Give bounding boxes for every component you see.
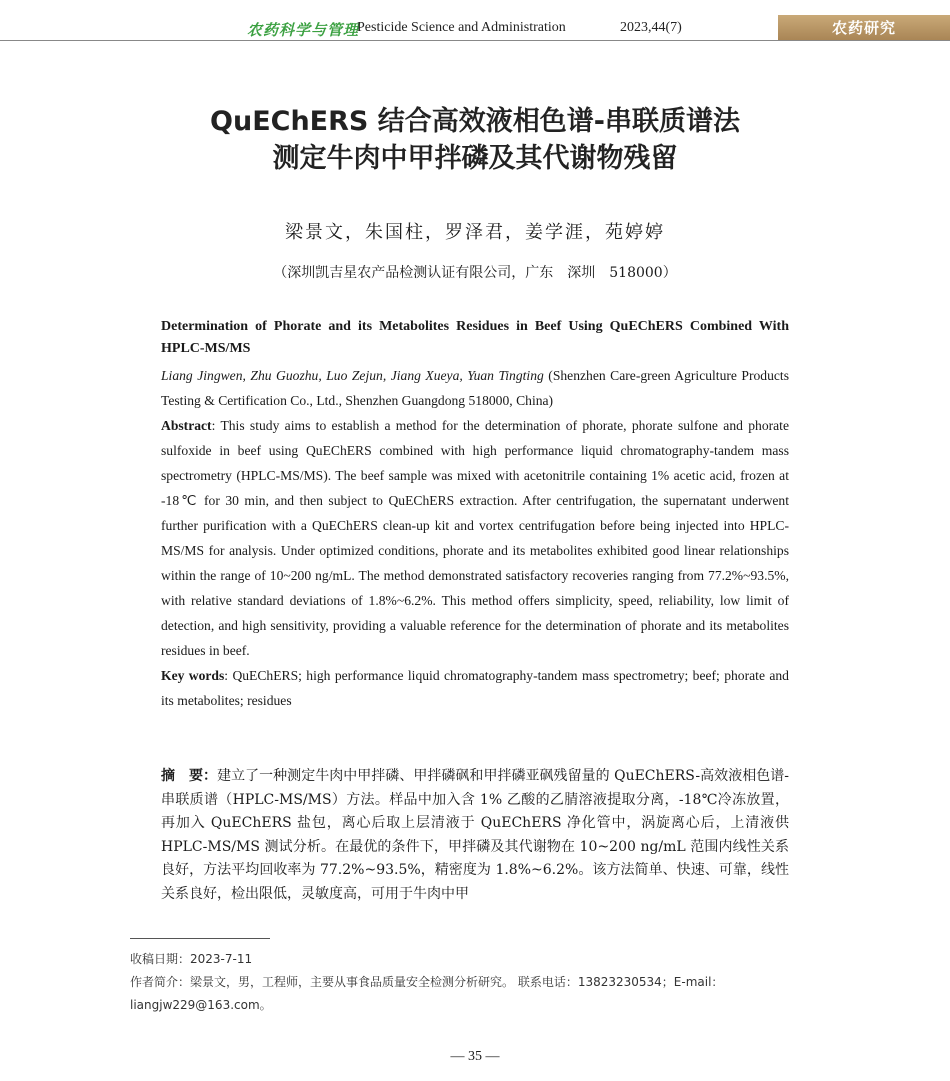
abstract-label: Abstract: [161, 418, 212, 433]
english-abstract: Abstract: This study aims to establish a method for the determination of phorate, phorate sulfone and phorate sulfoxide in beef using QuEChERS combined with high performance liquid chromatography-tandem mass spectrometry (HPLC-MS/MS). The beef sample was mixed with acetonitrile containing 1% acetic acid, frozen at -18℃ for 30 min, and then subject to QuEChERS extraction. After centrifugation, the supernatant underwent further purification with a QuEChERS clean-up kit and vortex centrifugation before being injected into HPLC-MS/MS for analysis. Under optimized conditions, phorate and its metabolites exhibited good linear relationships within the range of 10~200 ng/mL. The method demonstrated satisfactory recoveries ranging from 77.2%~93.5%, with relative standard deviations of 1.8%~6.2%. This method offers simplicity, speed, reliability, low limit of detection, and high sensitivity, providing a valuable reference for the determination of phorate and its metabolites residues in beef.: [161, 418, 789, 658]
title-line-2: 测定牛肉中甲拌磷及其代谢物残留: [272, 143, 678, 174]
abstract-text: This study aims to establish a method for the determination of phorate, phorate sulfone and phorate sulfoxide in beef using QuEChERS combined with high performance liquid chromatography-tandem mass spectrometry (HPLC-MS/MS). The beef sample was mixed with acetonitrile containing 1% acetic acid, frozen at -18℃ for 30 min, and then subject to QuEChERS extraction. After centrifugation, the supernatant underwent further purification with a QuEChERS clean-up kit and vortex centrifugation before being injected into HPLC-MS/MS for analysis. Under optimized conditions, phorate and its metabolites exhibited good linear relationships within the range of 10~200 ng/mL. The method demonstrated satisfactory recoveries ranging from 77.2%~93.5%, with relative standard deviations of 1.8%~6.2%. This method offers simplicity, speed, reliability, low limit of detection, and high sensitivity, providing a valuable reference for the determination of phorate and its metabolites residues in beef.: [161, 418, 789, 658]
page-header: [0, 0, 950, 44]
cn-abstract-text: 建立了一种测定牛肉中甲拌磷、甲拌磷砜和甲拌磷亚砜残留量的 QuEChERS-高效液相色谱-串联质谱（HPLC-MS/MS）方法。样品中加入含 1% 乙酸的乙腈溶液提取分离，-18℃冷冻放置，再加入 QuEChERS 盐包，离心后取上层清液于 QuEChERS 净化管中，涡旋离心后，上清液供 HPLC-MS/MS 测试分析。在最优的条件下，甲拌磷及其代谢物在 10~200 ng/mL 范围内线性关系良好，方法平均回收率为 77.2%~93.5%，精密度为 1.8%~6.2%。该方法简单、快速、可靠，线性关系良好，检出限低，灵敏度高，可用于牛肉中甲: [161, 768, 789, 902]
affiliation: （深圳凯吉星农产品检测认证有限公司，广东 深圳 518000）: [273, 265, 677, 281]
english-keywords: Key words: QuEChERS; high performance liquid chromatography-tandem mass spectrometry; beef; phorate and its metabolites; residues: [161, 668, 789, 708]
english-affiliation: (Shenzhen Care-green Agriculture Products Testing & Certification Co., Ltd., Shenzhen Guangdong 518000, China): [161, 368, 789, 408]
section-tab: 农药研究: [778, 15, 950, 41]
authors: 梁景文，朱国柱，罗泽君，姜学涯，苑婷婷: [285, 222, 665, 243]
received-date: 收稿日期：2023-7-11: [130, 952, 253, 966]
keywords-label: Key words: [161, 668, 225, 683]
journal-name: Pesticide Science and Administration: [357, 20, 566, 35]
english-title: Determination of Phorate and its Metabolites Residues in Beef Using QuEChERS Combined With HPLC-MS/MS: [161, 319, 789, 356]
page-number: — 35 —: [450, 1049, 500, 1064]
title-line-1: QuEChERS 结合高效液相色谱-串联质谱法: [210, 106, 740, 137]
journal-logo: 农药科学与管理: [247, 21, 360, 39]
chinese-abstract: [161, 765, 789, 906]
english-abstract-block: [161, 316, 789, 713]
keywords-text: QuEChERS; high performance liquid chromatography-tandem mass spectrometry; beef; phorate and its metabolites; residues: [161, 668, 789, 708]
footnotes: [130, 948, 830, 1017]
article-title: [0, 103, 950, 177]
english-authors-line: [161, 363, 789, 413]
author-bio: 作者简介：梁景文，男，工程师，主要从事食品质量安全检测分析研究。 联系电话：13823230534；E-mail：liangjw229@163.com。: [130, 975, 724, 1012]
english-authors: Liang Jingwen, Zhu Guozhu, Luo Zejun, Jiang Xueya, Yuan Tingting: [161, 368, 544, 383]
cn-abstract-label: 摘 要：: [161, 768, 218, 784]
issue-info: 2023,44(7): [620, 20, 682, 35]
header-divider: [0, 40, 950, 41]
footnote-divider: [130, 938, 270, 939]
